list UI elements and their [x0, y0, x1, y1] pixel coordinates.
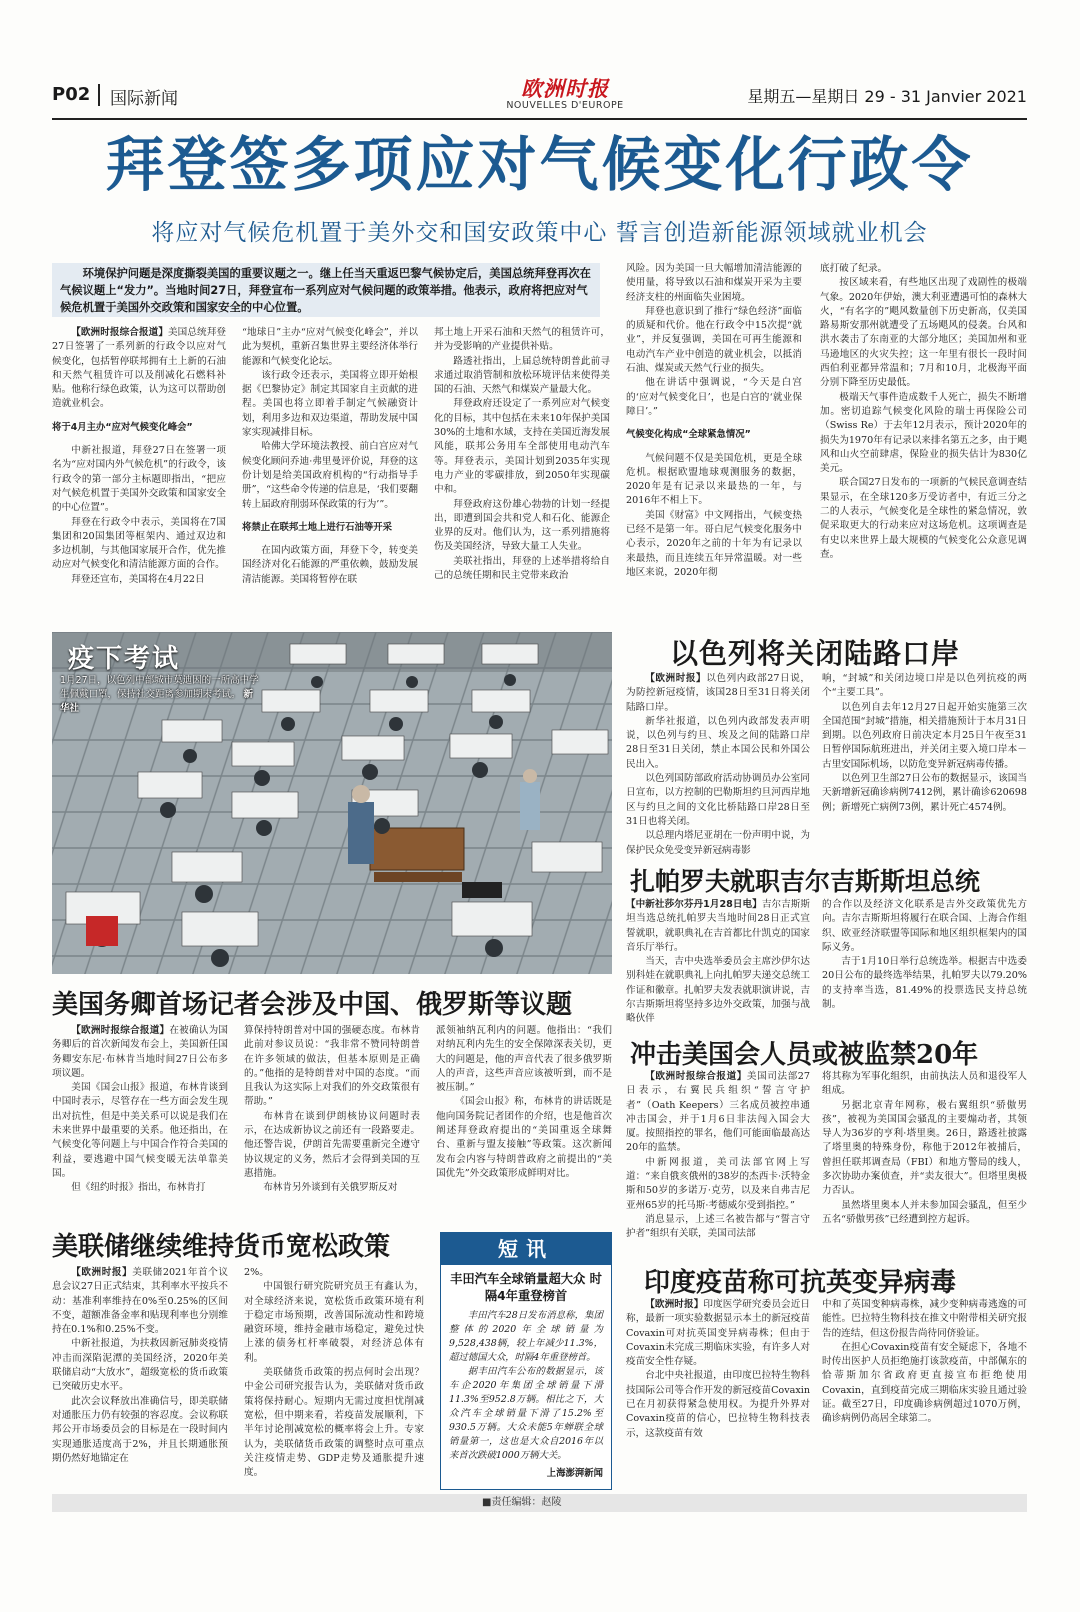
paragraph: 联合国27日发布的一项新的气候民意调查结果显示，在全球120多万受访者中，有近三分之二的人表示，气候变化是全球性的紧急情况，敦促采取更大的行动来应对这场危机。这项调查是有史以来世界上最大规模的气候变化公众意见调查。: [820, 477, 1027, 560]
paragraph: 哈佛大学环境法教授、前白宫应对气候变化顾问乔迪·弗里曼评价说，拜登的这份计划是给美国政府机构的“行动指导手册”，“这些命令传递的信息是，‘我们要翻转上届政府削弱环保政策的行为’”。: [242, 441, 418, 510]
paragraph: 以色列国防部政府活动协调员办公室同日宣布，以方控制的巴勒斯坦约旦河西岸地区与约旦之间的文化比桥陆路口岸28日至31日也将关闭。: [626, 773, 810, 827]
paragraph: 美国司法部27日表示，右翼民兵组织“誓言守护者”（Oath Keepers）三名成员被控串通冲击国会，并于1月6日非法闯入国会大厦。按照指控的罪名，他们可能面临最高达20年的监禁。: [626, 1071, 810, 1154]
paragraph: 新华社报道，以色列内政部发表声明说，以色列与约旦、埃及之间的陆路口岸28日至31日关闭，禁止本国公民和外国公民出入。: [626, 715, 810, 770]
photo-caption-text: 1月27日，以色列中部城市莫迪因的一所高中学生佩戴口罩，保持社交距离参加期末考试。: [60, 675, 259, 700]
section-subhead: 气候变化构成“全球紧急情况”: [626, 429, 751, 441]
main-column-3: [434, 326, 610, 624]
paragraph: 中新网报道，美司法部官网上写道：“来自俄亥俄州的38岁的杰西卡·沃特金斯和50岁的多诺万·克劳，以及来自弗吉尼亚州65岁的托马斯·考德威尔受到指控。”: [626, 1156, 810, 1211]
india-column-2: [822, 1298, 1027, 1488]
exam-photo: [52, 632, 612, 974]
paragraph: 以色列卫生部27日公布的数据显示，该国当天新增新冠确诊病例7412例，累计确诊620698例；新增死亡病例73例，累计死亡4574例。: [822, 773, 1027, 813]
header-rule: [52, 118, 1027, 120]
paragraph: 《国会山报》称，布林肯的讲话既是他向国务院记者团作的介绍，也是他首次阐述拜登政府提出的“美国重返全球舞台、重新与盟友接触”等政策。这次新闻发布会内容与特朗普政府之前提出的“美国优先”外交政策形成鲜明对比。: [436, 1096, 612, 1179]
kyrgyz-column-2: [822, 898, 1027, 1026]
blinken-column-1: [52, 1024, 228, 1222]
masthead-cn: 欧洲时报: [521, 76, 609, 101]
paragraph: 中新社报道，为扶救因新冠肺炎疫情冲击而深陷泥潭的美国经济，2020年美联储启动“大放水”，超级宽松的货币政策已突破历史水平。: [52, 1338, 228, 1393]
issue-date: 星期五—星期日 29 - 31 Janvier 2021: [747, 87, 1027, 106]
kyrgyz-column-1: [626, 898, 810, 1026]
paragraph: 气候问题不仅是美国危机，更是全球危机。根据欧盟地球观测服务的数据，2020年是有记录以来最热的一年，与2016年不相上下。: [626, 452, 802, 507]
paragraph: 响，“封城”和关闭边境口岸是以色列抗疫的两个“主要工具”。: [822, 673, 1027, 699]
paragraph: 美国《财富》中文网指出，气候变热已经不是第一年。哥白尼气候变化服务中心表示，2020年之前的十年为有记录以来最热，而且连续五年异常温暖。对一些地区来说，2020年彻: [626, 509, 802, 578]
india-headline: 印度疫苗称可抗英变异病毒: [644, 1268, 957, 1298]
paragraph: 台北中央社报道，由印度巴拉特生物科技国际公司等合作开发的新冠疫苗Covaxin已在月初获得紧急使用权。为提升外界对Covaxin疫苗的信心，巴拉特生物科技表示，这款疫苗有效: [626, 1370, 810, 1439]
paragraph: 的合作以及经济文化联系是吉外交政策优先方向。吉尔吉斯斯坦将履行在联合国、上海合作组织、欧亚经济联盟等国际和地区组织框架内的国际义务。: [822, 899, 1027, 953]
paragraph: 派领袖纳瓦利内的问题。他指出：“我们对纳瓦利内先生的安全保障深表关切，更大的问题是，他的声音代表了很多俄罗斯人的声音，这些声音应该被听到，而不是被压制。”: [436, 1025, 612, 1094]
capitol-column-2: [822, 1070, 1027, 1256]
israel-column-2: [822, 672, 1027, 856]
paragraph: 拜登也意识到了推行“绿色经济”面临的质疑和代价。他在行政令中15次提“就业”，并反复强调，美国在可再生能源和电动汽车产业中创造的就业机会，以抵消石油、煤炭或天然气行业的损失。: [626, 305, 802, 375]
main-column-2: [242, 326, 418, 624]
byline-tag: 【欧洲时报综合报道】: [71, 1025, 170, 1036]
paragraph: 拜登还宣布，美国将在4月22日: [71, 573, 205, 585]
paragraph: 印度医学研究委员会近日称，最新一项实验数据显示本土的新冠疫苗Covaxin可对抗英国变异病毒株；但由于Covaxin未完成三期临床实验，有许多人对疫苗安全性存疑。: [626, 1299, 810, 1368]
paragraph: 拜登在行政令中表示，美国将在7国集团和20国集团等框架内、通过双边和多边机制，与其他国家展开合作，优先推动应对气候变化和清洁能源方面的合作。: [52, 516, 226, 571]
fed-headline: 美联储继续维持货币宽松政策: [52, 1232, 391, 1262]
paragraph: 他在讲话中强调说，“今天是白宫的‘应对气候变化日’，也是白宫的‘就业保障日’。”: [626, 377, 802, 417]
paragraph: 布林肯另外谈到有关俄罗斯反对: [263, 1182, 398, 1194]
section-subhead: 将禁止在联邦土地上进行石油等开采: [242, 521, 393, 533]
masthead-fr: NOUVELLES D'EUROPE: [506, 100, 624, 111]
paragraph: 据丰田汽车公布的数据显示，该车企2020年集团全球销量下滑11.3%至952.8万辆。相比之下，大众汽车全球销量下滑了15.2%至930.5万辆。大众未能5年蝉联全球销量第一，这也是大众自2016年以来首次跌破1000万辆大关。: [449, 1366, 603, 1461]
paragraph: 吉于1月10日举行总统选举。根据吉中选委20日公布的最终选举结果，扎帕罗夫以79.20%的支持率当选，81.49%的投票选民支持总统制。: [822, 956, 1027, 1011]
page-number: P02: [52, 84, 91, 105]
capitol-headline: 冲击美国会人员或被监禁20年: [630, 1040, 979, 1070]
brief-body: [449, 1309, 603, 1463]
paragraph: 拜登政府还设定了一系列应对气候变化的目标，其中包括在未来10年保护美国30%的土地和水域，支持在美国近海发展风能，联邦公务用车全部使用电动汽车等。拜登表示，美国计划到2035年实现电力产业的零碳排放，到2050年实现碳中和。: [434, 398, 610, 496]
paragraph: 该行政令还表示，美国将立即开始根据《巴黎协定》制定其国家自主贡献的进程。美国也将立即着手制定气候融资计划，利用多边和双边渠道，帮助发展中国家实现减排目标。: [242, 369, 418, 439]
paragraph: 消息显示，上述三名被告都与“誓言守护者”组织有关联，美国司法部: [626, 1213, 810, 1240]
byline-tag: 【欧洲时报】: [645, 1299, 704, 1310]
fed-column-1: [52, 1266, 228, 1488]
paragraph: 邦土地上开采石油和天然气的租赁许可，并为受影响的产业提供补贴。: [434, 327, 610, 353]
byline-tag: 【欧洲时报】: [71, 1267, 133, 1278]
main-subheadline: 将应对气候危机置于美外交和国安政策中心 誓言创造新能源领域就业机会: [151, 220, 928, 246]
main-column-4: [626, 262, 802, 624]
paragraph: 中新社报道，拜登27日在签署一项名为“应对国内外气候危机”的行政令，该行政令的第一部分主标题即指出，“把应对气候危机置于美国外交政策和国家安全的中心位置”。: [52, 445, 226, 514]
news-brief-box: [440, 1232, 612, 1490]
header-divider: [98, 84, 100, 106]
blinken-column-3: [436, 1024, 612, 1222]
paragraph: 布林肯在谈到伊朗核协议问题时表示，在达成新协议之前还有一段路要走。他还警告说，伊朗首先需要重新完全遵守协议规定的义务，然后才会得到美国的互惠措施。: [244, 1110, 420, 1179]
paragraph: 丰田汽车28日发布消息称，集团整体的2020年全球销量为9,528,438辆，较上年减少11.3%，超过德国大众，时隔4年重登榜首。: [449, 1310, 603, 1363]
paragraph: 虽然塔里奥本人并未参加国会骚乱，但至少五名“骄傲男孩”已经遭到控方起诉。: [822, 1199, 1027, 1225]
paragraph: 风险。因为美国一旦大幅增加清洁能源的使用量，将导致以石油和煤炭开采为主要经济支柱的州面临失业困境。: [626, 263, 802, 303]
section-name: 国际新闻: [110, 89, 178, 109]
kyrgyz-headline: 扎帕罗夫就职吉尔吉斯斯坦总统: [630, 867, 981, 896]
editor-credit: ■责任编辑：赵陵: [52, 1494, 1027, 1512]
photo-caption: [60, 674, 260, 716]
photo-credit: 新华社: [60, 689, 254, 714]
paragraph: 此次会议释放出准确信号，即美联储对通胀压力仍有较强的容忍度。会议称联邦公开市场委员会的目标是在一段时间内实现通胀适度高于2%，并且长期通胀预期仍然好地锚定在: [52, 1395, 228, 1464]
paragraph: 但《纽约时报》指出，布林肯打: [71, 1182, 206, 1194]
byline-tag: 【欧洲时报综合报道】: [71, 327, 168, 338]
paragraph: 在担心Covaxin疫苗有安全疑虑下，各地不时传出医护人员拒绝施打该款疫苗，中部佩东的恰蒂斯加尔省政府更直接宣布拒绝使用Covaxin，直到疫苗完成三期临床实验且通过验证。截至27日，印度确诊病例超过1070万例，确诊病例仍高居全球第二。: [822, 1341, 1027, 1425]
paragraph: 拜登政府这份雄心勃勃的计划一经提出，即遭到国会共和党人和石化、能源企业界的反对。他们认为，这一系列措施将伤及美国经济，导致大量工人失业。: [434, 498, 610, 553]
paragraph: “地球日”主办“应对气候变化峰会”，并以此为契机，重新召集世界主要经济体举行能源和气候变化论坛。: [242, 327, 418, 367]
lead-paragraph: 环境保护问题是深度撕裂美国的重要议题之一。继上任当天重返巴黎气候协定后，美国总统拜登再次在气候议题上“发力”。当地时间27日，拜登宣布一系列应对气候问题的政策举措。他表示，政府将把应对气候危机置于美国外交政策和国家安全的中心位置。: [52, 263, 600, 317]
paragraph: 美联储货币政策的拐点何时会出现？中金公司研究报告认为，美联储对货币政策将保持耐心。短期内无需过度担忧削减宽松，但中期来看，若疫苗发展顺利，下半年讨论削减宽松的概率将会上升。专家认为，美联储货币政策的调整时点可重点关注疫情走势、GDP走势及通胀提升速度。: [244, 1367, 424, 1479]
paragraph: 以色列内政部27日说，为防控新冠疫情，该国28日至31日将关闭陆路口岸。: [626, 673, 810, 713]
byline-tag: 【欧洲时报】: [645, 673, 707, 684]
paragraph: 美联储2021年首个议息会议27日正式结束，其利率水平按兵不动：基准利率维持在0%至0.25%的区间不变，超额准备金率和贴现利率也分别维持在0.1%和0.25%不变。: [52, 1267, 228, 1336]
main-column-1: [52, 326, 226, 624]
paragraph: 极端天气事件造成数千人死亡，损失不断增加。密切追踪气候变化风险的瑞士再保险公司（Swiss Re）于去年12月表示，预计2020年的损失为1970年有记录以来排名第五之多，由于飓风和山火空前肆虐，保险业的损失估计为830亿美元。: [820, 391, 1027, 475]
paragraph: 底打破了纪录。: [820, 263, 888, 274]
paragraph: 美联社指出，拜登的上述举措将给自己的总统任期和民主党带来政治: [434, 555, 610, 582]
paragraph: 算保持特朗普对中国的强硬态度。布林肯此前对参议员说：“我非常不赞同特朗普在许多领域的做法，但基本原则是正确的。”他指的是特朗普对中国的态度。“而且我认为这实际上对我们的外交政策很有帮助。”: [244, 1025, 420, 1108]
paragraph: 另据北京青年网称，极右翼组织“骄傲男孩”，被视为美国国会骚乱的主要煽动者，其领导人为36岁的亨利·塔里奥。26日，路透社披露了塔里奥的特殊身份，称他于2012年被捕后，曾担任联邦调查局（FBI）和地方警局的线人，多次协助办案侦查，并“卖友很大”。但塔里奥极力否认。: [822, 1099, 1027, 1197]
capitol-column-1: [626, 1070, 810, 1256]
brief-label: 短讯: [441, 1233, 611, 1265]
paragraph: 美国总统拜登27日签署了一系列新的行政令以应对气候变化，包括暂停联邦拥有土上新的石油和天然气租赁许可以及削减化石燃料补贴。他称行绿色政策，认为这可以帮助创造就业机会。: [52, 327, 226, 410]
paragraph: 路透社指出，上届总统特朗普此前寻求通过取消管制和放松环境评估来使得美国的石油、天然气和煤炭产量最大化。: [434, 355, 610, 396]
main-column-5: [820, 262, 1027, 624]
india-column-1: [626, 1298, 810, 1488]
paragraph: 2%。: [244, 1267, 269, 1278]
main-headline: 拜登签多项应对气候变化行政令: [105, 130, 974, 199]
paragraph: 以色列自去年12月27日起开始实施第三次全国范围“封城”措施，相关措施预计于本月31日到期。以色列政府日前决定本月25日午夜至31日暂停国际航班进出，并关闭主要入境口岸本－古里安国际机场，以防危变异新冠病毒传播。: [822, 701, 1027, 770]
section-subhead: 将于4月主办“应对气候变化峰会”: [52, 421, 193, 433]
paragraph: 将其称为军事化组织，由前执法人员和退役军人组成。: [822, 1071, 1027, 1097]
byline-tag: 【欧洲时报综合报道】: [645, 1071, 747, 1082]
paragraph: 吉尔吉斯斯坦当选总统扎帕罗夫当地时间28日正式宣誓就职，就职典礼在吉首都比什凯克的国家音乐厅举行。: [626, 899, 810, 953]
paragraph: 美国《国会山报》报道，布林肯谈到中国时表示，尽管存在一些方面会发生现出对抗性，但是中美关系可以说是我们在未来世界中最重要的关系。他还指出，在气候变化等问题上与中国合作符合美国的利益，要逃避中国气候变暖无法单靠美国。: [52, 1082, 228, 1179]
paragraph: 以总理内塔尼亚胡在一份声明中说，为保护民众免受变异新冠病毒影: [626, 830, 810, 856]
blinken-column-2: [244, 1024, 420, 1222]
brief-headline: 丰田汽车全球销量超大众 时隔4年重登榜首: [450, 1272, 602, 1303]
paragraph: 按区域来看，有些地区出现了戏剧性的极端气象。2020年伊始，澳大利亚遭遇可怕的森林大火，“有名字的”飓风数量创下历史新高，仅美国路易斯安那州就遭受了五场飓风的侵袭。台风和洪水袭击了东南亚的大部分地区；美国加州和亚马逊地区的火灾失控；这一年里有很长一段时间西伯利亚都异常温和；7月和10月，北极海平面分别下降至历史最低。: [820, 277, 1027, 389]
page-header: [52, 76, 1027, 116]
blinken-headline: 美国务卿首场记者会涉及中国、俄罗斯等议题: [52, 990, 573, 1020]
paragraph: 中和了英国变种病毒株，减少变种病毒逃逸的可能性。巴拉特生物科技在推文中附带相关研究报告的连结，但这份报告尚待同侪验证。: [822, 1299, 1027, 1339]
masthead-logo: [490, 78, 640, 112]
photo-label: 疫下考试: [68, 644, 181, 674]
israel-column-1: [626, 672, 810, 856]
fed-column-2: [244, 1266, 424, 1488]
byline-tag: 【中新社莎尔芬丹1月28日电】: [626, 899, 762, 910]
brief-source: 上海澎湃新闻: [546, 1468, 603, 1479]
paragraph: 在国内政策方面，拜登下令，转变美国经济对化石能源的严重依赖，鼓励发展清洁能源。美国将暂停在联: [242, 545, 418, 585]
paragraph: 在被确认为国务卿后的首次新闻发布会上，美国新任国务卿安东尼·布林肯当地时间27日公布多项议题。: [52, 1025, 228, 1079]
israel-headline: 以色列将关闭陆路口岸: [670, 637, 961, 670]
paragraph: 中国银行研究院研究员王有鑫认为，对全球经济来说，宽松货币政策环境有利于稳定市场预期，改善国际流动性和跨境融资环境，维持金融市场稳定，避免过快上涨的债务杠杆率破裂，对经济总体有利。: [244, 1281, 424, 1364]
paragraph: 当天，吉中央选举委员会主席沙伊尔达别科娃在就职典礼上向扎帕罗夫递交总统工作证和徽章。扎帕罗夫发表就职演讲说，吉尔吉斯斯坦将坚持多边外交政策，加强与战略伙伴: [626, 956, 810, 1025]
